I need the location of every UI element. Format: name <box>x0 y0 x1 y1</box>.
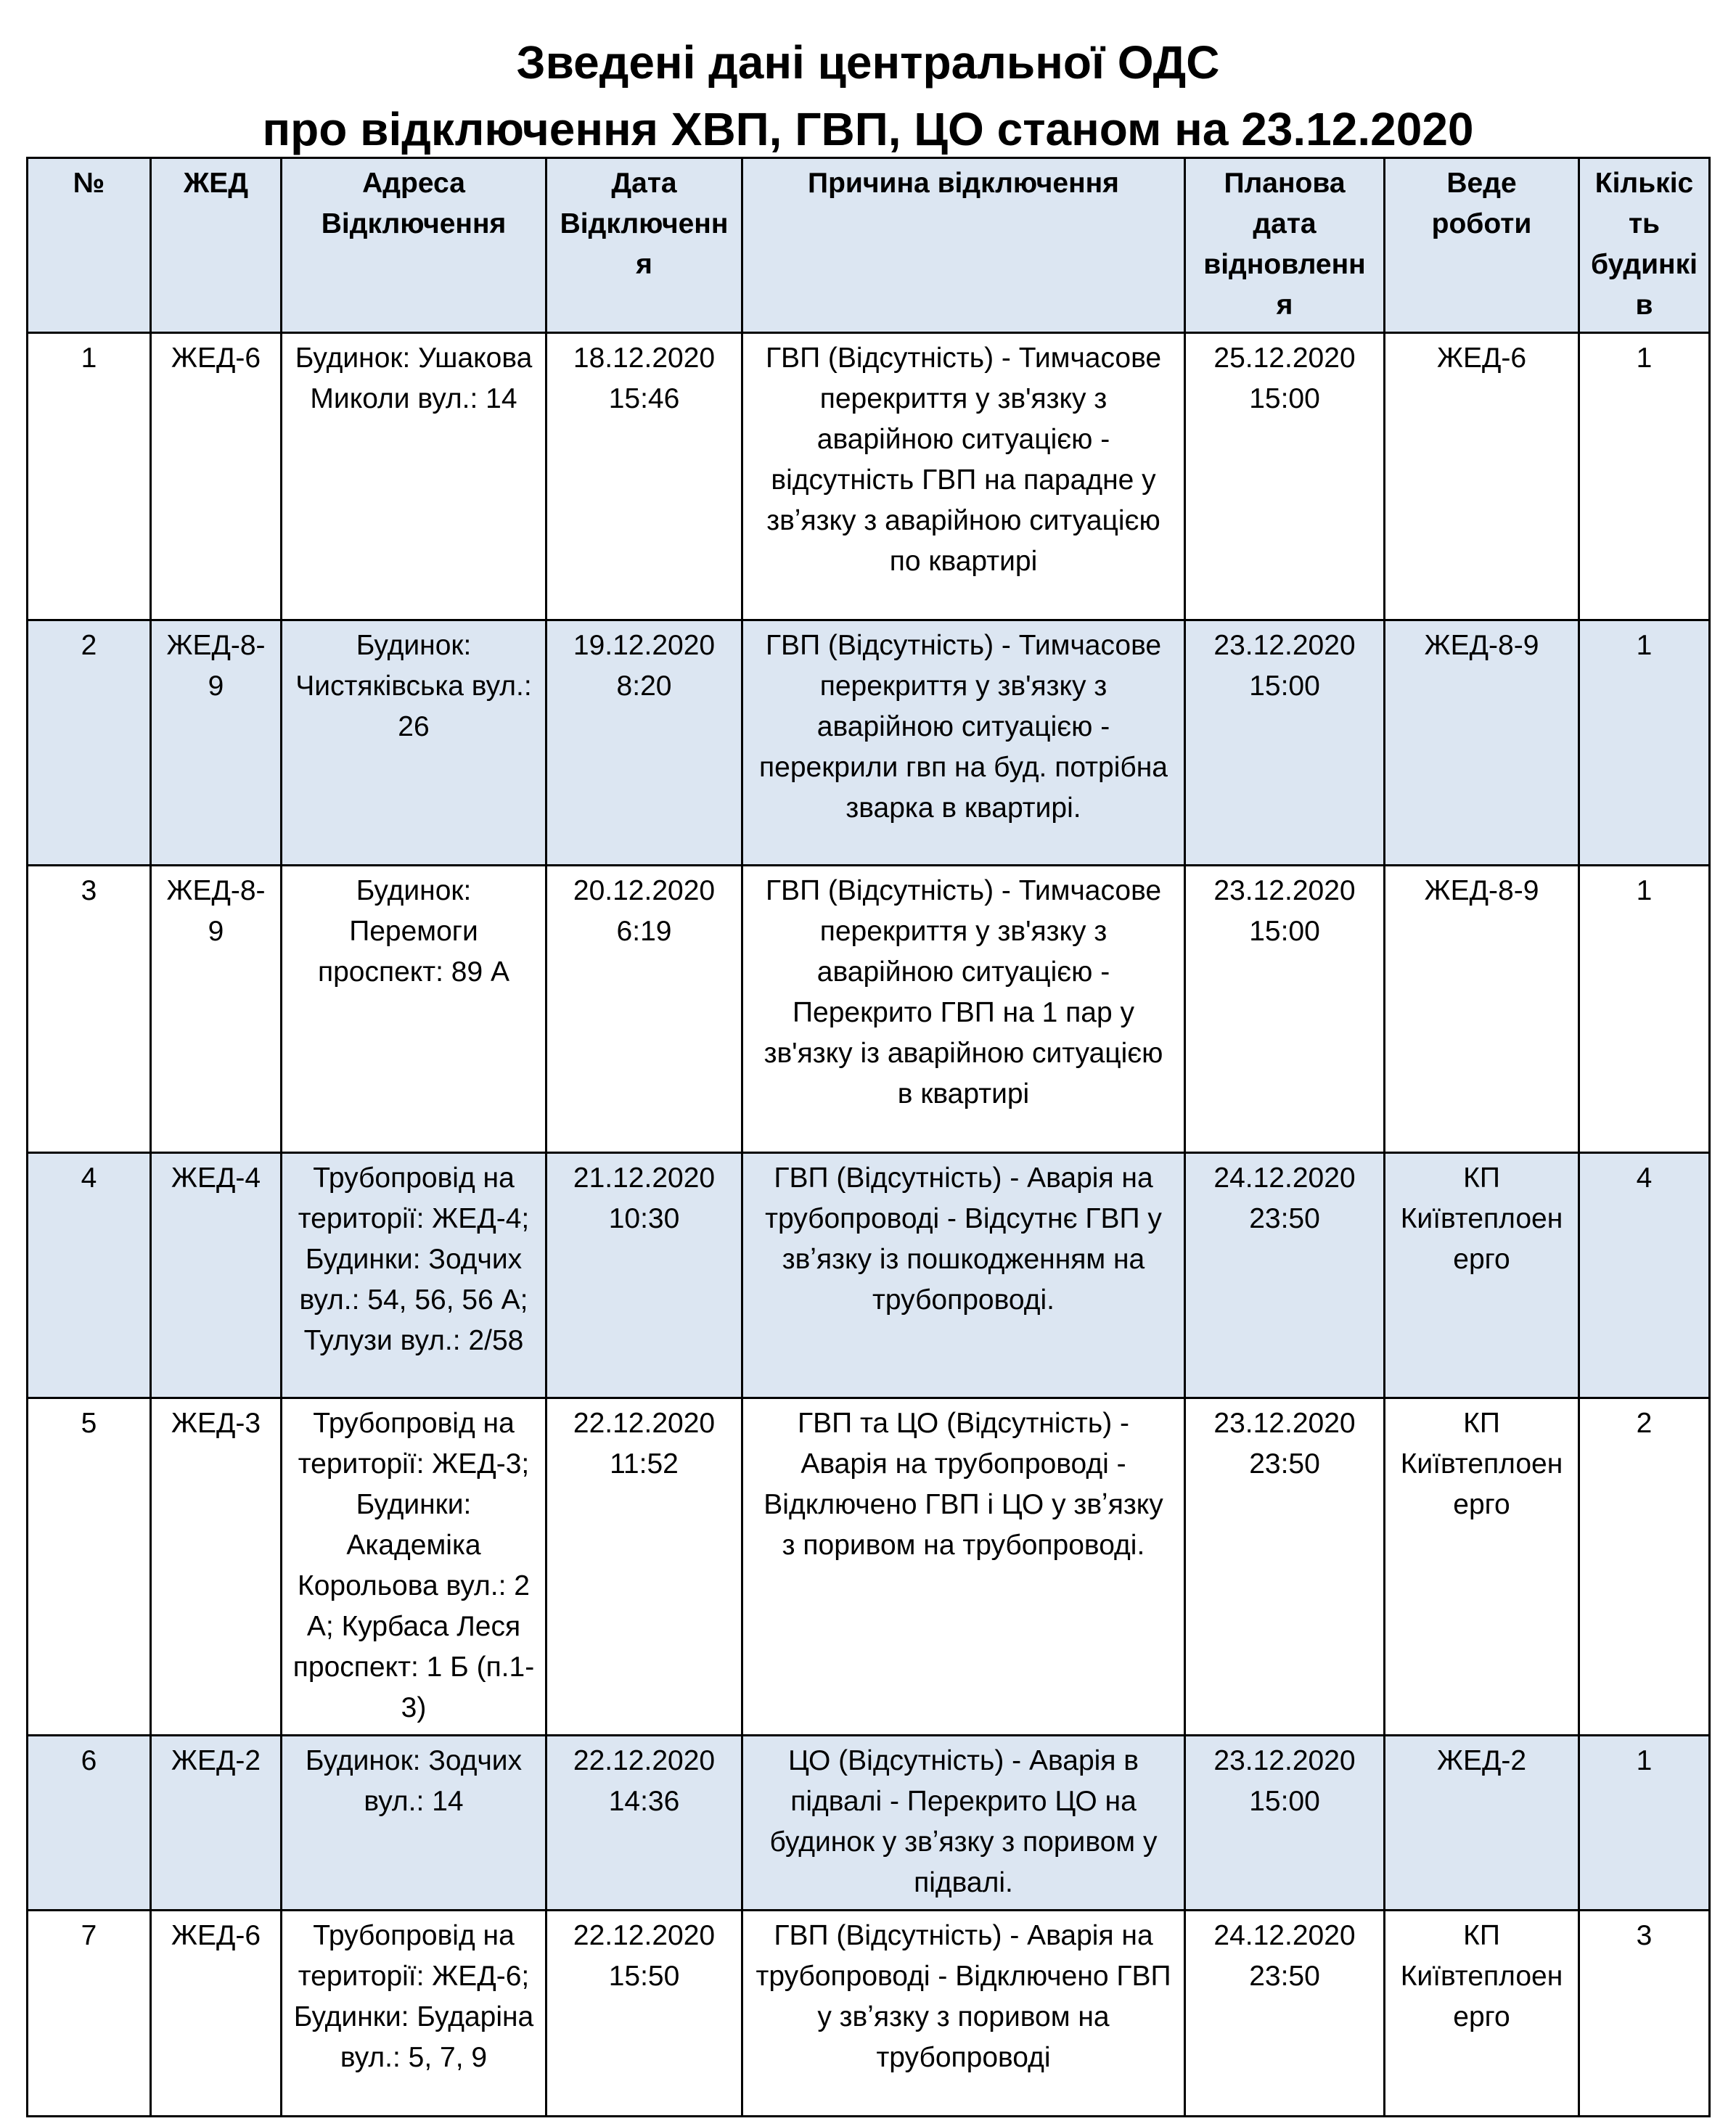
cell-planned: 23.12.2020 23:50 <box>1185 1398 1385 1736</box>
cell-reason: ГВП (Відсутність) - Тимчасове перекриття у зв'язку з аварійною ситуацією - відсутність ГВП на парадне у звʼязку з аварійною ситуацією по квартирі <box>742 333 1185 620</box>
cell-num: 1 <box>28 333 151 620</box>
cell-planned: 25.12.2020 15:00 <box>1185 333 1385 620</box>
cell-count: 1 <box>1579 1736 1710 1911</box>
cell-address: Будинок: Чистяківська вул.: 26 <box>282 620 546 866</box>
cell-works: ЖЕД-8-9 <box>1385 620 1579 866</box>
header-count: Кількість будинків <box>1579 158 1710 333</box>
cell-reason: ГВП (Відсутність) - Тимчасове перекриття у зв'язку з аварійною ситуацією - Перекрито ГВП на 1 пар у зв'язку із аварійною ситуацією в квартирі <box>742 866 1185 1153</box>
cell-reason: ЦО (Відсутність) - Аварія в підвалі - Перекрито ЦО на будинок у звʼязку з поривом у підвалі. <box>742 1736 1185 1911</box>
cell-address: Будинок: Перемоги проспект: 89 А <box>282 866 546 1153</box>
cell-address: Будинок: Зодчих вул.: 14 <box>282 1736 546 1911</box>
cell-zhed: ЖЕД-8-9 <box>151 620 282 866</box>
cell-planned: 24.12.2020 23:50 <box>1185 1153 1385 1398</box>
header-zhed: ЖЕД <box>151 158 282 333</box>
cell-reason: ГВП (Відсутність) - Тимчасове перекриття у зв'язку з аварійною ситуацією - перекрили гвп на буд. потрібна зварка в квартирі. <box>742 620 1185 866</box>
cell-num: 6 <box>28 1736 151 1911</box>
cell-count: 3 <box>1579 1911 1710 2117</box>
cell-date-off: 19.12.2020 8:20 <box>546 620 742 866</box>
cell-num: 4 <box>28 1153 151 1398</box>
cell-num: 7 <box>28 1911 151 2117</box>
outage-table <box>26 157 1711 2117</box>
cell-planned: 23.12.2020 15:00 <box>1185 620 1385 866</box>
cell-num: 3 <box>28 866 151 1153</box>
table-row <box>28 866 1710 1153</box>
cell-count: 1 <box>1579 866 1710 1153</box>
cell-works: КП Київтеплоенерго <box>1385 1153 1579 1398</box>
header-date-off: Дата Відключення <box>546 158 742 333</box>
title-line-2: про відключення ХВП, ГВП, ЦО станом на 23.12.2020 <box>262 103 1474 155</box>
cell-works: КП Київтеплоенерго <box>1385 1911 1579 2117</box>
cell-zhed: ЖЕД-6 <box>151 1911 282 2117</box>
cell-date-off: 22.12.2020 14:36 <box>546 1736 742 1911</box>
header-address: Адреса Відключення <box>282 158 546 333</box>
table-row <box>28 1911 1710 2117</box>
cell-address: Трубопровід на території: ЖЕД-6; Будинки: Бударіна вул.: 5, 7, 9 <box>282 1911 546 2117</box>
cell-count: 4 <box>1579 1153 1710 1398</box>
cell-reason: ГВП (Відсутність) - Аварія на трубопроводі - Відсутнє ГВП у звʼязку із пошкодженням на трубопроводі. <box>742 1153 1185 1398</box>
cell-works: КП Київтеплоенерго <box>1385 1398 1579 1736</box>
cell-planned: 23.12.2020 15:00 <box>1185 866 1385 1153</box>
header-reason: Причина відключення <box>742 158 1185 333</box>
cell-reason: ГВП (Відсутність) - Аварія на трубопроводі - Відключено ГВП у звʼязку з поривом на трубопроводі <box>742 1911 1185 2117</box>
cell-date-off: 21.12.2020 10:30 <box>546 1153 742 1398</box>
cell-works: ЖЕД-8-9 <box>1385 866 1579 1153</box>
cell-date-off: 20.12.2020 6:19 <box>546 866 742 1153</box>
cell-reason: ГВП та ЦО (Відсутність) - Аварія на трубопроводі - Відключено ГВП і ЦО у звʼязку з поривом на трубопроводі. <box>742 1398 1185 1736</box>
cell-address: Трубопровід на території: ЖЕД-3; Будинки: Академіка Корольова вул.: 2 А; Курбаса Леся проспект: 1 Б (п.1-3) <box>282 1398 546 1736</box>
table-row <box>28 333 1710 620</box>
cell-date-off: 22.12.2020 15:50 <box>546 1911 742 2117</box>
header-works: Веде роботи <box>1385 158 1579 333</box>
table-row <box>28 1153 1710 1398</box>
cell-zhed: ЖЕД-2 <box>151 1736 282 1911</box>
cell-address: Трубопровід на території: ЖЕД-4; Будинки: Зодчих вул.: 54, 56, 56 А; Тулузи вул.: 2/58 <box>282 1153 546 1398</box>
header-num: № <box>28 158 151 333</box>
cell-works: ЖЕД-6 <box>1385 333 1579 620</box>
table-row <box>28 1398 1710 1736</box>
cell-num: 5 <box>28 1398 151 1736</box>
header-planned: Планова дата відновлення <box>1185 158 1385 333</box>
table-header-row <box>28 158 1710 333</box>
cell-zhed: ЖЕД-6 <box>151 333 282 620</box>
cell-zhed: ЖЕД-3 <box>151 1398 282 1736</box>
cell-planned: 24.12.2020 23:50 <box>1185 1911 1385 2117</box>
cell-works: ЖЕД-2 <box>1385 1736 1579 1911</box>
document-title <box>0 29 1736 163</box>
cell-zhed: ЖЕД-4 <box>151 1153 282 1398</box>
table-row <box>28 620 1710 866</box>
table-row <box>28 1736 1710 1911</box>
cell-count: 1 <box>1579 333 1710 620</box>
cell-zhed: ЖЕД-8-9 <box>151 866 282 1153</box>
cell-address: Будинок: Ушакова Миколи вул.: 14 <box>282 333 546 620</box>
cell-count: 2 <box>1579 1398 1710 1736</box>
cell-count: 1 <box>1579 620 1710 866</box>
cell-planned: 23.12.2020 15:00 <box>1185 1736 1385 1911</box>
cell-date-off: 18.12.2020 15:46 <box>546 333 742 620</box>
title-line-1: Зведені дані центральної ОДС <box>516 36 1220 89</box>
cell-date-off: 22.12.2020 11:52 <box>546 1398 742 1736</box>
cell-num: 2 <box>28 620 151 866</box>
